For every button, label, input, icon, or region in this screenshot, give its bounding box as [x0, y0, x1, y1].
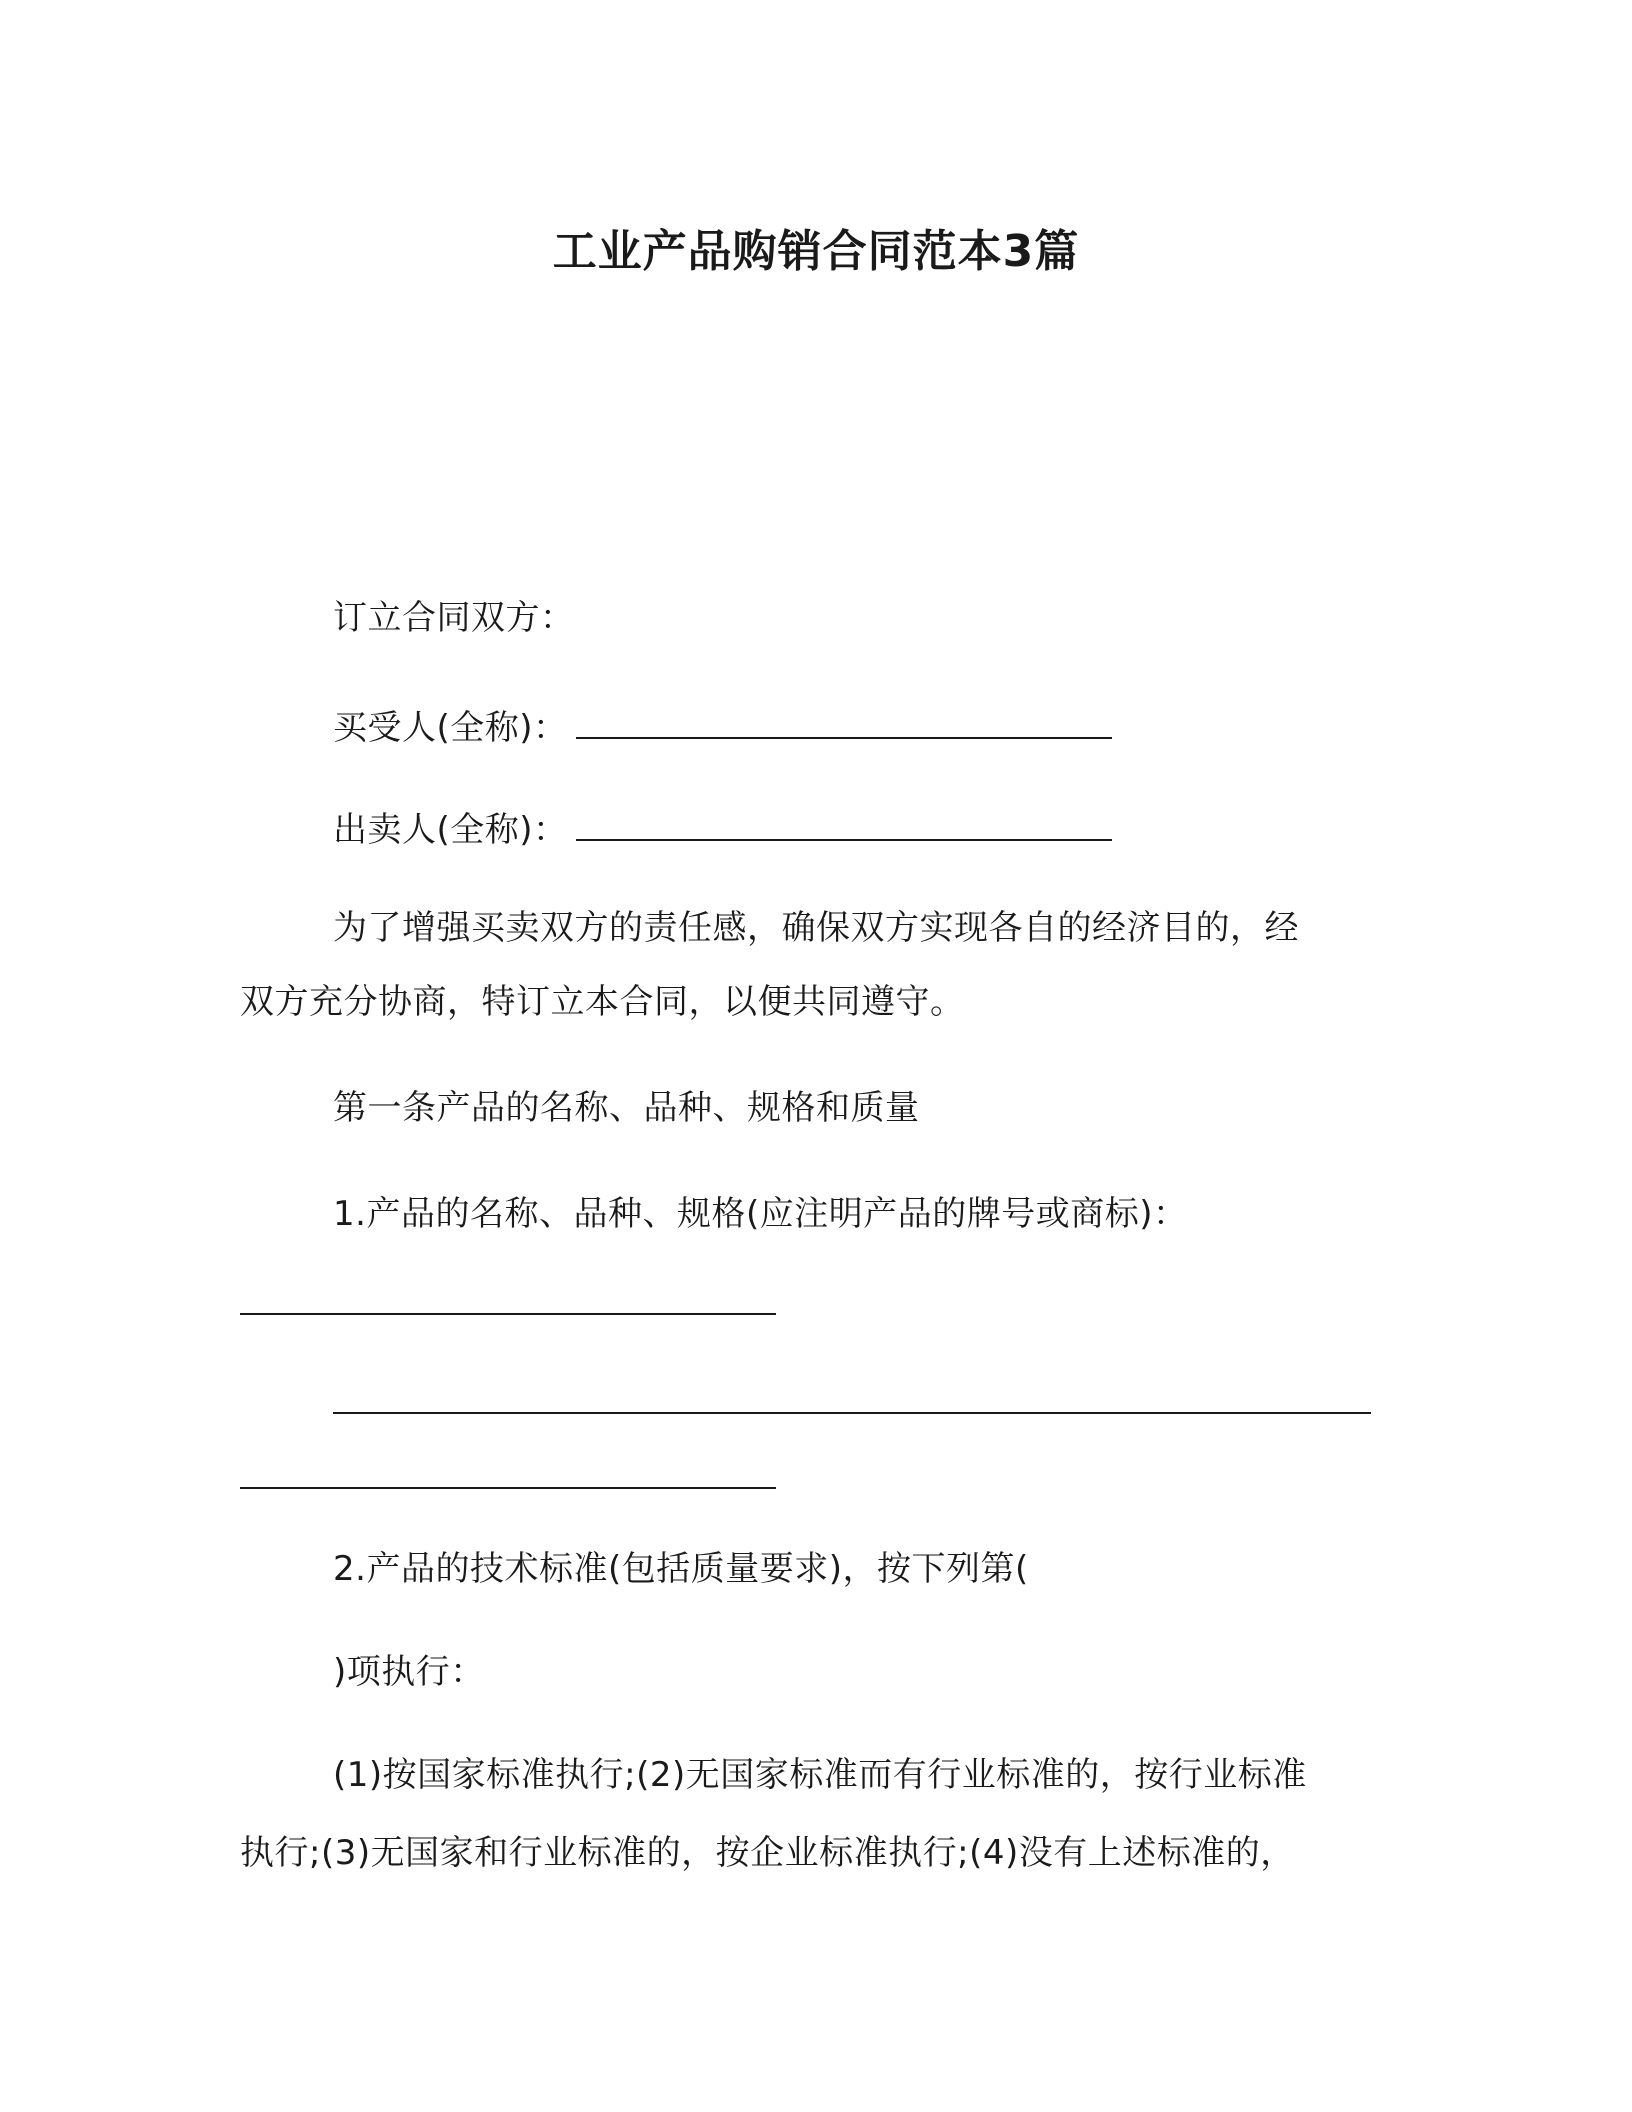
buyer-name-blank[interactable] [576, 701, 1112, 739]
seller-name-blank[interactable] [576, 803, 1112, 841]
purpose-paragraph-line1: 为了增强买卖双方的责任感，确保双方实现各自的经济目的，经 [333, 908, 1299, 948]
document-title: 工业产品购销合同范本3篇 [552, 226, 1080, 277]
seller-label: 出卖人(全称)： [333, 810, 568, 850]
item2-text-line1: 2.产品的技术标准(包括质量要求)，按下列第( [333, 1549, 1029, 1589]
standards-line1: (1)按国家标准执行;(2)无国家标准而有行业标准的，按行业标准 [333, 1755, 1307, 1795]
item1-blank-line3[interactable] [240, 1487, 776, 1489]
parties-heading: 订立合同双方： [333, 598, 575, 638]
article1-heading: 第一条产品的名称、品种、规格和质量 [333, 1088, 920, 1128]
buyer-label: 买受人(全称)： [333, 708, 568, 748]
standards-line2: 执行;(3)无国家和行业标准的，按企业标准执行;(4)没有上述标准的， [240, 1833, 1295, 1873]
buyer-line [333, 701, 1112, 752]
item1-text: 1.产品的名称、品种、规格(应注明产品的牌号或商标)： [333, 1194, 1188, 1234]
item1-blank-line2[interactable] [333, 1412, 1371, 1414]
item1-blank-line1[interactable] [240, 1313, 776, 1315]
purpose-paragraph-line2: 双方充分协商，特订立本合同，以便共同遵守。 [240, 982, 965, 1022]
item2-text-line2: )项执行： [333, 1652, 485, 1692]
seller-line [333, 803, 1112, 854]
